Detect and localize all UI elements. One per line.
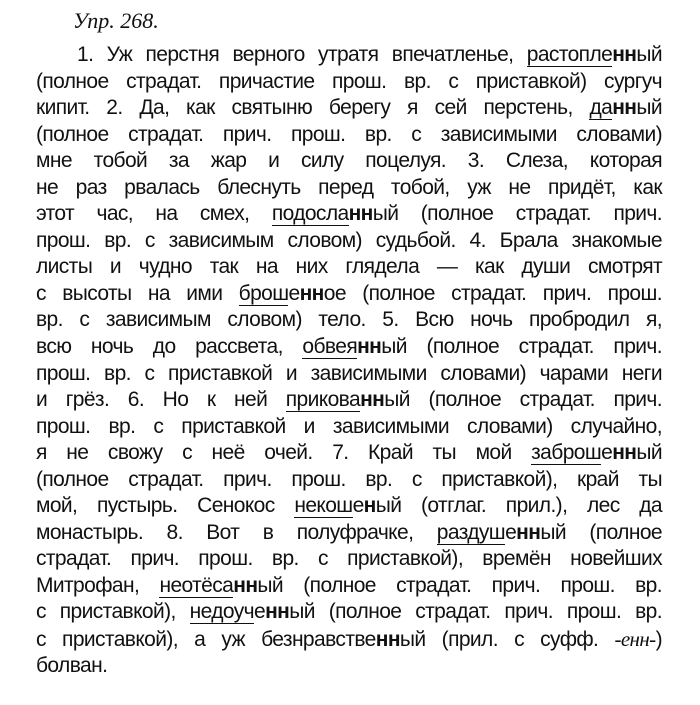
bold-suffix: н <box>363 494 376 518</box>
text-line <box>36 334 662 361</box>
text-line <box>36 626 662 653</box>
text-segment: ое (полное страдат. прич. прош. <box>323 281 662 305</box>
text-segment: кипит. 2. Да, как святыню берегу я сей перстень, <box>36 96 590 120</box>
text-line <box>36 599 662 626</box>
bold-suffix: нн <box>299 281 324 305</box>
text-line <box>36 69 662 96</box>
text-line <box>36 122 662 149</box>
text-segment: с приставкой), а уж безнравстве <box>36 628 376 652</box>
text-line <box>36 467 662 494</box>
bold-suffix: нн <box>357 335 382 359</box>
text-segment: ый (полное страдат. прич. <box>372 202 663 226</box>
text-segment: е <box>253 600 266 624</box>
underlined-stem: недоуч <box>189 600 254 624</box>
text-line <box>36 653 662 680</box>
text-segment: монастырь. 8. Вот в полуфрачке, <box>36 520 437 544</box>
bold-suffix: нн <box>516 520 541 544</box>
text-segment: всю ночь до рассвета, <box>36 335 303 359</box>
underlined-stem: неотёса <box>159 573 234 597</box>
text-segment: страдат. прич. прош. вр. с приставкой), времён новейших <box>36 547 662 571</box>
text-line <box>36 520 662 547</box>
text-line <box>36 95 662 122</box>
bold-suffix: нн <box>612 441 637 465</box>
text-segment: я не свожу с неё очей. 7. Край ты мой <box>36 441 532 465</box>
underlined-stem: обвея <box>302 335 358 359</box>
text-segment: е <box>352 494 364 518</box>
text-segment: ый <box>636 441 662 465</box>
underlined-stem: некош <box>294 494 353 518</box>
text-line <box>36 387 662 414</box>
underlined-stem: да <box>589 96 613 120</box>
text-segment: е <box>505 520 517 544</box>
text-segment: болван. <box>36 653 108 677</box>
text-line <box>36 493 662 520</box>
text-segment: прош. вр. с приставкой и зависимыми словами) случайно, <box>36 414 662 438</box>
bold-suffix: нн <box>375 628 400 652</box>
text-segment: 1. Уж перстня верного утратя впечатленье, <box>77 43 527 66</box>
underlined-stem: брош <box>238 281 289 305</box>
exercise-text <box>36 42 662 679</box>
text-segment: Митрофан, <box>36 573 160 597</box>
text-line <box>36 175 662 202</box>
text-segment: (полное страдат. причастие прош. вр. с приставкой) сургуч <box>36 69 662 93</box>
text-segment: е <box>601 441 613 465</box>
text-segment: листы и чудно так на них глядела — как души смотрят <box>36 255 662 279</box>
text-segment: е <box>288 281 300 305</box>
bold-suffix: нн <box>612 43 637 66</box>
text-segment: ый <box>636 96 662 120</box>
text-line <box>36 42 662 69</box>
text-segment: и грёз. 6. Но к ней <box>36 388 286 412</box>
exercise-title: Упр. 268. <box>73 8 159 33</box>
underlined-stem: прикова <box>285 388 361 412</box>
text-line <box>36 148 662 175</box>
text-segment: ый <box>636 43 662 66</box>
text-segment: этот час, на смех, <box>36 202 272 226</box>
text-line <box>36 361 662 388</box>
text-segment: (полное страдат. прич. прош. вр. с зависимыми словами) <box>36 122 662 146</box>
text-segment: ый (полное страдат. прич. <box>384 388 662 412</box>
text-segment: мой, пустырь. Сенокос <box>36 494 295 518</box>
text-segment: не раз рвалась блеснуть перед тобой, уж не придёт, как <box>36 175 662 199</box>
text-segment: с высоты на ими <box>36 281 239 305</box>
text-segment: ) <box>655 628 662 652</box>
bold-suffix: нн <box>612 96 637 120</box>
text-segment: ый (прил. с суфф. <box>399 628 615 652</box>
text-line <box>36 546 662 573</box>
text-line <box>36 201 662 228</box>
text-segment: ый (полное страдат. прич. прош. вр. <box>289 600 662 624</box>
text-segment: вр. с зависимым словом) тело. 5. Всю ночь пробродил я, <box>36 308 662 332</box>
text-line <box>36 440 662 467</box>
text-segment: ый (полное страдат. прич. <box>381 335 662 359</box>
bold-suffix: нн <box>360 388 385 412</box>
italic-suffix: -енн- <box>614 627 656 652</box>
text-line <box>36 414 662 441</box>
text-segment: мне тобой за жар и силу поцелуя. 3. Слеза, которая <box>36 149 662 173</box>
text-segment: с приставкой), <box>36 600 190 624</box>
text-line <box>36 228 662 255</box>
text-segment: ый (отглаг. прил.), лес да <box>375 494 663 518</box>
text-segment: прош. вр. с приставкой и зависимыми словами) чарами неги <box>36 361 662 385</box>
text-line <box>36 573 662 600</box>
text-line <box>36 254 662 281</box>
text-line <box>36 307 662 334</box>
bold-suffix: нн <box>265 600 290 624</box>
bold-suffix: нн <box>233 573 258 597</box>
bold-suffix: нн <box>348 202 373 226</box>
text-segment: ый (полное страдат. прич. прош. вр. <box>257 573 662 597</box>
text-segment: (полное страдат. прич. прош. вр. с приставкой), край ты <box>36 467 662 491</box>
underlined-stem: растопле <box>526 43 613 66</box>
underlined-stem: заброш <box>531 441 602 465</box>
text-line <box>36 281 662 308</box>
text-segment: прош. вр. с зависимым словом) судьбой. 4. Брала знакомые <box>36 228 662 252</box>
underlined-stem: раздуш <box>436 520 506 544</box>
text-segment: ый (полное <box>540 520 662 544</box>
underlined-stem: подосла <box>271 202 349 226</box>
